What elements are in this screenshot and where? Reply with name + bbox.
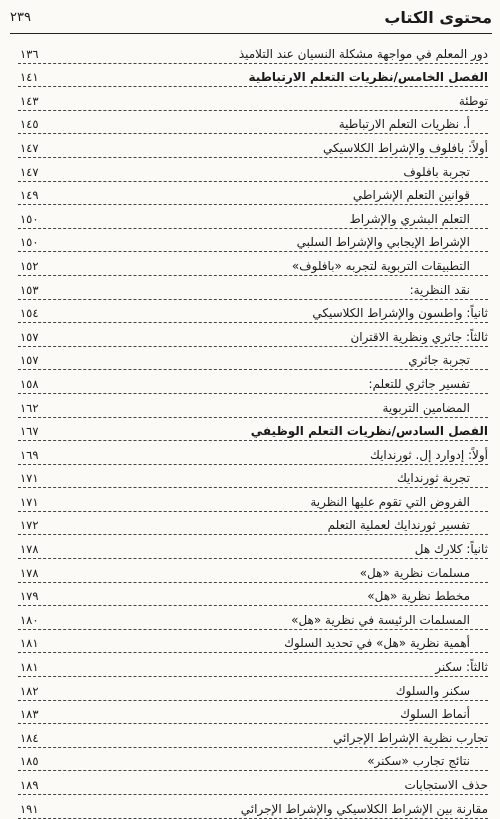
- toc-entry-page: ١٤٧: [20, 164, 39, 179]
- toc-entry-page: ١٤٣: [20, 93, 39, 108]
- toc-entry: [18, 370, 488, 394]
- toc-entry-title: أنماط السلوك: [400, 707, 470, 722]
- toc-entry-page: ١٥٠: [20, 211, 39, 226]
- toc-entry-title: الفصل الخامس/نظريات التعلم الارتباطية: [248, 70, 488, 85]
- toc-entry-title: سكنر والسلوك: [395, 683, 470, 698]
- toc-entry-page: ١٥٠: [20, 235, 39, 250]
- toc-entry-title: دور المعلم في مواجهة مشكلة النسيان عند التلاميذ: [238, 46, 488, 61]
- toc-entry-title: أولاً: بافلوف والإشراط الكلاسيكي: [323, 140, 488, 155]
- toc-entry: [18, 559, 488, 583]
- toc-chapter-entry: [18, 64, 488, 88]
- toc-entry: [18, 512, 488, 536]
- toc-entry: [18, 795, 488, 819]
- toc-entry-title: ثالثاً: سكنر: [435, 660, 488, 675]
- page-header: [10, 2, 492, 32]
- toc-entry: [18, 229, 488, 253]
- toc-entry: [18, 300, 488, 324]
- toc-entry: [18, 182, 488, 206]
- header-rule: [10, 33, 492, 34]
- toc-entry-page: ١٧٢: [20, 518, 39, 533]
- toc-entry-page: ١٥٧: [20, 353, 39, 368]
- toc-entry: [18, 111, 488, 135]
- toc-entry-page: ١٤٥: [20, 117, 39, 132]
- toc-entry: [18, 441, 488, 465]
- toc-entry-title: نقد النظرية:: [409, 282, 470, 297]
- toc-entry: [18, 394, 488, 418]
- toc-entry-title: تجربة ثورندايك: [396, 471, 470, 486]
- toc-entry: [18, 724, 488, 748]
- toc-entry-page: ١٨٢: [20, 683, 39, 698]
- toc-entry-title: أولاً: إدوارد إل. ثورندايك: [369, 447, 488, 462]
- toc-entry-title: المضامين التربوية: [382, 400, 470, 415]
- toc-entry: [18, 701, 488, 725]
- toc-chapter-entry: [18, 418, 488, 442]
- toc-entry-title: الإشراط الإيجابي والإشراط السلبي: [296, 235, 470, 250]
- toc-entry-page: ١٨٣: [20, 707, 39, 722]
- toc-entry-title: التطبيقات التربوية لتجربه «بافلوف»: [291, 258, 470, 273]
- toc-entry-page: ١٨١: [20, 636, 39, 651]
- toc-entry-title: مخطط نظرية «هل»: [367, 589, 470, 604]
- toc-entry-page: ١٤٩: [20, 188, 39, 203]
- toc-entry: [18, 677, 488, 701]
- toc-entry-page: ١٧٩: [20, 589, 39, 604]
- toc-entry-title: أهمية نظرية «هل» في تحديد السلوك: [284, 636, 470, 651]
- toc-entry-page: ١٧٨: [20, 565, 39, 580]
- toc-entry-title: تجربة بافلوف: [403, 164, 470, 179]
- toc-entry-page: ١٣٦: [20, 46, 39, 61]
- toc-entry-page: ١٨٥: [20, 754, 39, 769]
- toc-entry-title: مسلمات نظرية «هل»: [359, 565, 470, 580]
- toc-entry-page: ١٥٨: [20, 376, 39, 391]
- toc-entry-title: تفسير ثورندايك لعملية التعلم: [327, 518, 470, 533]
- toc-entry-page: ١٥٣: [20, 282, 39, 297]
- toc-entry: [18, 535, 488, 559]
- toc-entry: [18, 323, 488, 347]
- toc-entry: [18, 583, 488, 607]
- toc-entry-title: المسلمات الرئيسة في نظرية «هل»: [291, 612, 470, 627]
- toc-entry: [18, 653, 488, 677]
- toc-entry-title: نتائج تجارب «سكنر»: [367, 754, 470, 769]
- toc-entry: [18, 40, 488, 64]
- toc-entry-page: ١٧٨: [20, 542, 39, 557]
- toc-entry-title: التعلم البشري والإشراط: [349, 211, 470, 226]
- toc-entry-page: ١٦٩: [20, 447, 39, 462]
- toc-entry: [18, 87, 488, 111]
- toc-entry-title: ثانياً: كلارك هل: [414, 542, 488, 557]
- toc-entry-page: ١٦٢: [20, 400, 39, 415]
- toc-entry-page: ١٦٧: [20, 424, 39, 439]
- page-title: محتوى الكتاب: [384, 8, 492, 27]
- toc-entry-title: تجارب نظرية الإشراط الإجرائي: [332, 730, 488, 745]
- toc-entry-title: ثالثاً: جاثري ونظرية الاقتران: [350, 329, 488, 344]
- toc-entry-title: مقارنة بين الإشراط الكلاسيكي والإشراط الإجرائي: [240, 801, 488, 816]
- toc-entry: [18, 252, 488, 276]
- toc-entry-page: ١٥٤: [20, 306, 39, 321]
- toc-entry-page: ١٤١: [20, 70, 39, 85]
- toc-entry-page: ١٨١: [20, 660, 39, 675]
- toc-entry: [18, 771, 488, 795]
- toc-entry-title: ثانياً: واطسون والإشراط الكلاسيكي: [312, 306, 488, 321]
- toc-entry: [18, 205, 488, 229]
- toc-entry-page: ١٨٤: [20, 730, 39, 745]
- toc-entry-page: ١٧١: [20, 471, 39, 486]
- toc-entry: [18, 606, 488, 630]
- toc-entry-title: تفسير جاثري للتعلم:: [368, 376, 470, 391]
- toc-entry-title: أ. نظريات التعلم الارتباطية: [338, 117, 470, 132]
- toc-entry: [18, 488, 488, 512]
- toc-entry-title: الفصل السادس/نظريات التعلم الوظيفي: [250, 424, 488, 439]
- toc-entry-title: توطئة: [458, 93, 488, 108]
- toc-entry-title: قوانين التعلم الإشراطي: [352, 188, 470, 203]
- toc-entry: [18, 276, 488, 300]
- toc-entry: [18, 347, 488, 371]
- toc-entry: [18, 465, 488, 489]
- toc-entry-title: حذف الاستجابات: [404, 778, 488, 792]
- toc-entry-page: ١٨٩: [20, 778, 39, 792]
- toc-entry: [18, 630, 488, 654]
- toc-entry: [18, 158, 488, 182]
- toc-entry: [18, 134, 488, 158]
- toc-entry: [18, 748, 488, 772]
- toc-entry-page: ١٥٢: [20, 258, 39, 273]
- toc-entry-page: ١٨٠: [20, 612, 39, 627]
- toc-entry-page: ١٧١: [20, 494, 39, 509]
- toc-entry-page: ١٥٧: [20, 329, 39, 344]
- toc-entry-page: ١٩١: [20, 801, 39, 816]
- table-of-contents: [18, 40, 488, 819]
- toc-entry-title: تجربة جاثري: [408, 353, 470, 368]
- toc-entry-title: الفروض التي تقوم عليها النظرية: [310, 494, 470, 509]
- page-number: ٢٣٩: [10, 10, 31, 25]
- toc-entry-page: ١٤٧: [20, 140, 39, 155]
